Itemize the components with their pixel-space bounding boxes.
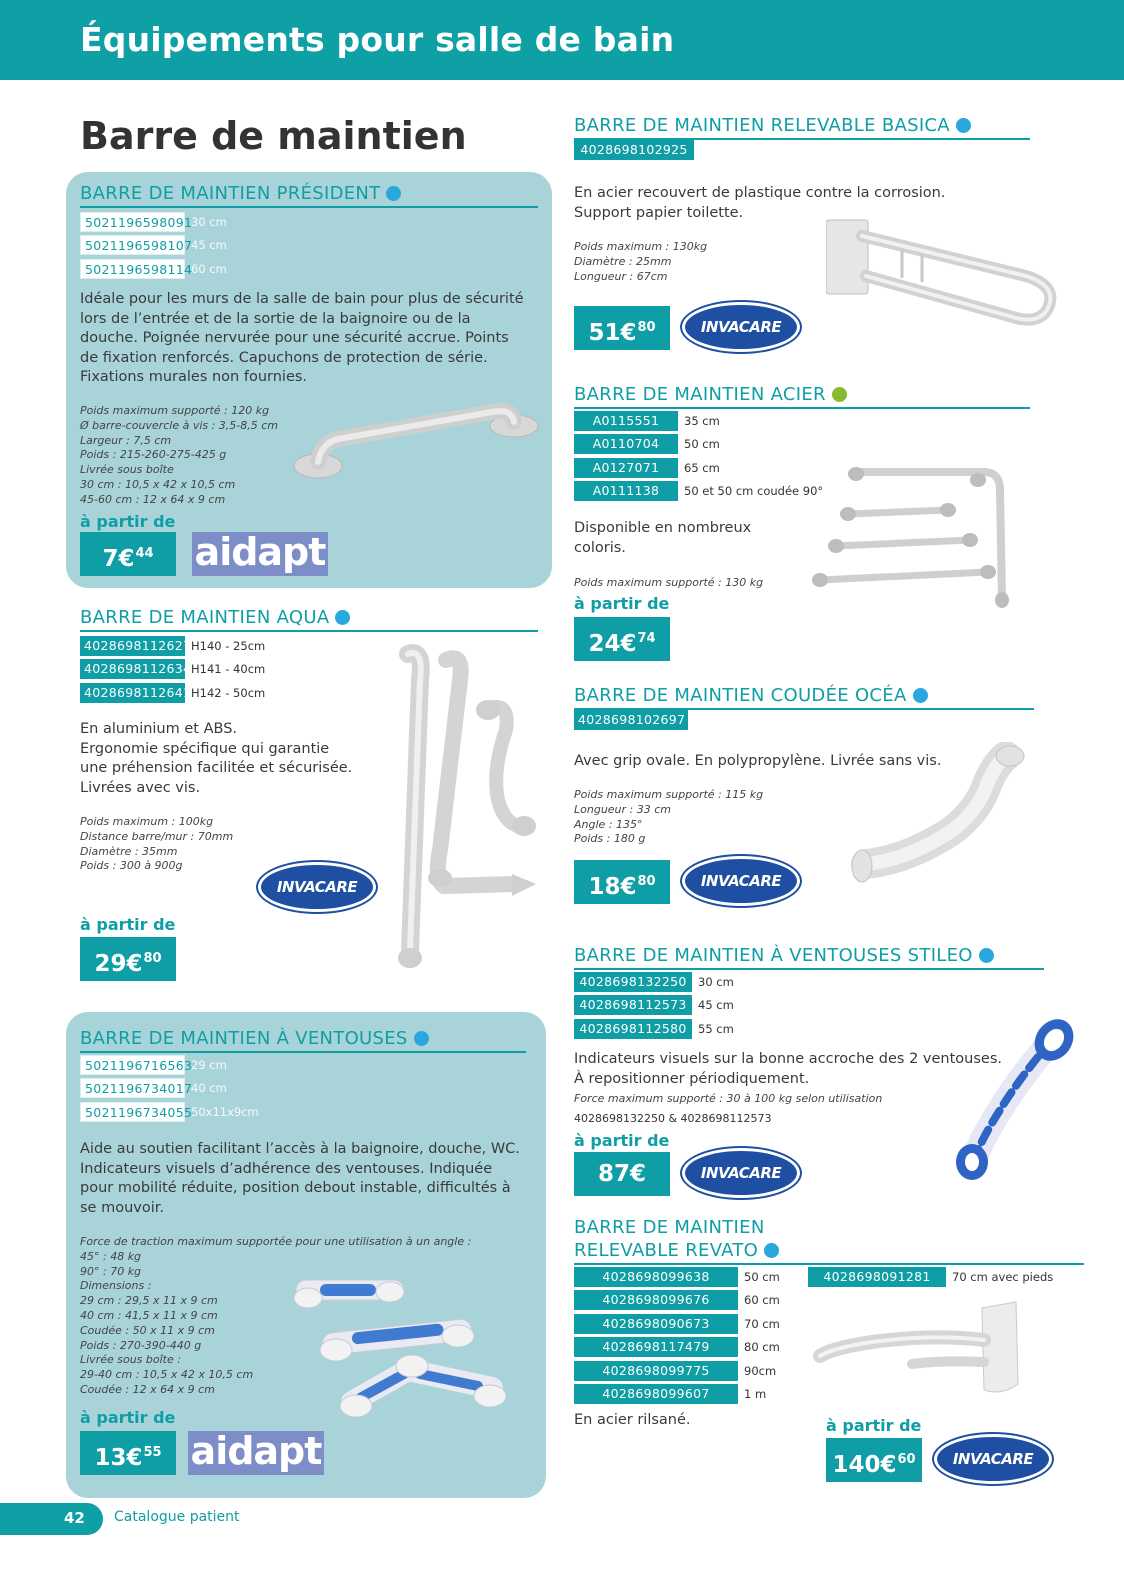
price-main: 29€ — [94, 951, 143, 977]
desc-line: Ergonomie spécifique qui garantie — [80, 740, 330, 757]
spec-line: Largeur : 7,5 cm — [80, 433, 172, 447]
spec-line: Poids : 215-260-275-425 g — [80, 448, 227, 462]
product-code: 4028698112634 — [80, 659, 185, 679]
spec-line: Poids maximum : 100kg — [80, 815, 214, 828]
page-number: 42 — [64, 1509, 85, 1527]
title-line: BARRE DE MAINTIEN — [574, 1217, 765, 1238]
stileo-title: BARRE DE MAINTIEN À VENTOUSES STILEO — [574, 945, 994, 966]
spec-line: 45-60 cm : 12 x 64 x 9 cm — [80, 492, 226, 506]
invacare-logo: INVACARE — [682, 1148, 800, 1198]
president-title: BARRE DE MAINTIEN PRÉSIDENT — [80, 183, 401, 204]
size-label: 50 et 50 cm coudée 90° — [684, 484, 824, 498]
spec-line: Longueur : 67cm — [574, 269, 668, 283]
spec-line: Poids maximum : 130kg — [574, 240, 708, 253]
spec-line: Poids : 180 g — [574, 832, 646, 846]
ocea-bar-image — [846, 742, 1030, 892]
basica-title: BARRE DE MAINTIEN RELEVABLE BASICA — [574, 115, 971, 136]
spec-line: Longueur : 33 cm — [574, 802, 672, 816]
revato-extra-code-row — [808, 1266, 1053, 1287]
code-row — [574, 995, 734, 1016]
product-code: A0110704 — [574, 434, 678, 454]
price-main: 13€ — [94, 1445, 143, 1471]
code-row — [574, 1384, 780, 1405]
size-label: 60 cm — [191, 261, 227, 276]
revato-bar-image — [812, 1300, 1042, 1410]
basica-price — [574, 306, 670, 350]
code-row — [574, 971, 734, 992]
code-row — [574, 1337, 780, 1358]
size-label: 30 cm — [698, 974, 734, 989]
spec-line: Force de traction maximum supportée pour une utilisation à un angle : — [80, 1235, 472, 1248]
spec-line: Poids : 270-390-440 g — [80, 1338, 202, 1352]
size-label: 30 cm — [191, 214, 227, 229]
spec-line: 90° : 70 kg — [80, 1264, 142, 1278]
size-label: 1 m — [744, 1387, 767, 1401]
aqua-codes — [80, 635, 265, 706]
code-row — [574, 1018, 734, 1039]
price-cents: 80 — [637, 320, 656, 335]
price-main: 140€ — [832, 1452, 897, 1478]
ventouses-bar-image — [292, 1262, 507, 1427]
spec-line: Poids maximum supporté : 130 kg — [574, 576, 764, 589]
acier-specs — [574, 576, 794, 591]
spec-line: Dimensions : — [80, 1279, 152, 1293]
code-row — [80, 1101, 259, 1122]
title-rule — [80, 630, 538, 632]
desc-line: Indicateurs visuels sur la bonne accroche des 2 ventouses. — [574, 1051, 1003, 1067]
product-code: A0115551 — [574, 411, 678, 431]
code-row — [80, 635, 265, 656]
product-code: 4028698099775 — [574, 1361, 738, 1381]
president-codes — [80, 211, 227, 282]
spec-line: 30 cm : 10,5 x 42 x 10,5 cm — [80, 477, 236, 491]
code-row — [574, 1313, 780, 1334]
invacare-logo: INVACARE — [934, 1434, 1052, 1484]
stileo-bar-image — [948, 1010, 1076, 1180]
size-label: 70 cm avec pieds — [952, 1269, 1054, 1284]
ventouses-description: Aide au soutien facilitant l’accès à la baignoire, douche, WC. Indicateurs visuels d’adhérence des ventouses. Indiquée pour mobilité réduite, position debout instable, difficultés à se mouvoir. — [80, 1141, 520, 1216]
ocea-title: BARRE DE MAINTIEN COUDÉE OCÉA — [574, 685, 928, 706]
spec-line: Diamètre : 35mm — [80, 844, 178, 858]
spec-line: 29-40 cm : 10,5 x 42 x 10,5 cm — [80, 1368, 254, 1382]
desc-line: En aluminium et ABS. — [80, 721, 238, 737]
title-rule — [574, 407, 1030, 409]
aqua-specs — [80, 815, 280, 874]
aqua-bar-image — [384, 640, 554, 975]
spec-line: Livrée sous boîte : — [80, 1353, 181, 1367]
size-label: 40 cm — [191, 1081, 227, 1095]
product-code: 4028698099638 — [574, 1267, 738, 1287]
revato-price — [826, 1438, 922, 1482]
size-label: 80 cm — [744, 1340, 780, 1354]
stileo-price — [574, 1152, 670, 1196]
ventouses-title: BARRE DE MAINTIEN À VENTOUSES — [80, 1028, 429, 1049]
president-description: Idéale pour les murs de la salle de bain pour plus de sécurité lors de l’entrée et de la sortie de la baignoire ou de la douche. Poignée nervurée pour une sécurité accrue. Points de fixation renforcés. Capuchons de protection de série. Fixations murales non fournies. — [80, 291, 524, 385]
size-label: H141 - 40cm — [191, 662, 266, 676]
price-cents: 55 — [143, 1445, 162, 1460]
ocea-description: Avec grip ovale. En polypropylène. Livrée sans vis. — [574, 753, 942, 769]
acier-price — [574, 617, 670, 661]
desc-line: Disponible en nombreux — [574, 520, 752, 536]
product-code: 4028698112627 — [80, 636, 185, 656]
code-row — [80, 258, 227, 279]
color-dot-icon — [335, 610, 350, 625]
code-row — [574, 434, 823, 455]
invacare-logo: INVACARE — [258, 862, 376, 912]
product-code: 4028698112573 — [574, 995, 692, 1015]
color-dot-icon — [764, 1243, 779, 1258]
price-main: 51€ — [588, 320, 637, 346]
product-code: 5021196598091 — [80, 212, 185, 232]
product-code: 4028698112641 — [80, 683, 185, 703]
product-code: 4028698091281 — [808, 1267, 946, 1287]
product-code: 5021196734055 — [80, 1102, 185, 1122]
product-code: 4028698117479 — [574, 1337, 738, 1357]
product-code: 4028698102925 — [574, 140, 694, 160]
product-code: 4028698132250 — [574, 972, 692, 992]
desc-line: coloris. — [574, 539, 626, 556]
product-code: 5021196598107 — [80, 235, 185, 255]
page-number-badge — [0, 1503, 103, 1535]
size-label: 70 cm — [744, 1316, 780, 1331]
product-code: 5021196716563 — [80, 1055, 185, 1075]
acier-title: BARRE DE MAINTIEN ACIER — [574, 384, 847, 405]
size-label: 29 cm — [191, 1057, 227, 1072]
ocea-specs — [574, 788, 794, 847]
product-code: 4028698112580 — [574, 1019, 692, 1039]
product-code: 4028698099676 — [574, 1290, 738, 1310]
code-row — [80, 235, 227, 256]
president-from-label: à partir de — [80, 512, 176, 531]
section-title: Équipements pour salle de bain — [80, 20, 675, 59]
size-label: 45 cm — [191, 238, 227, 252]
product-code: A0127071 — [574, 458, 678, 478]
title-rule — [80, 206, 538, 208]
code-row — [80, 659, 265, 680]
aidapt-logo: aidapt — [188, 1431, 324, 1475]
spec-line: Poids maximum supporté : 115 kg — [574, 788, 764, 801]
product-code: 5021196734017 — [80, 1078, 185, 1098]
acier-bar-image — [808, 462, 1020, 612]
product-code: 4028698102697 — [574, 710, 688, 730]
spec-line: Coudée : 50 x 11 x 9 cm — [80, 1323, 215, 1337]
size-label: 50 cm — [684, 437, 720, 451]
desc-line: À repositionner périodiquement. — [574, 1070, 810, 1087]
ventouses-from-label: à partir de — [80, 1408, 176, 1427]
stileo-codes — [574, 971, 734, 1042]
code-row — [80, 682, 265, 703]
revato-from-label: à partir de — [826, 1416, 922, 1435]
aqua-from-label: à partir de — [80, 915, 176, 934]
spec-line: Ø barre-couvercle à vis : 3,5-8,5 cm — [80, 418, 279, 432]
desc-line: une préhension facilitée et sécurisée. — [80, 760, 353, 776]
stileo-from-label: à partir de — [574, 1131, 670, 1150]
basica-bar-image — [826, 214, 1072, 338]
president-specs — [80, 404, 300, 508]
size-label: 50x11x9cm — [191, 1104, 259, 1119]
spec-line: Distance barre/mur : 70mm — [80, 829, 234, 843]
title-rule — [574, 968, 1044, 970]
spec-line: Diamètre : 25mm — [574, 254, 672, 268]
code-row — [574, 1290, 780, 1311]
ventouses-price — [80, 1431, 176, 1475]
spec-line: Angle : 135° — [574, 817, 643, 831]
code-row — [80, 211, 227, 232]
size-label: 60 cm — [744, 1293, 780, 1307]
code-row — [574, 1360, 780, 1381]
page-title: Barre de maintien — [80, 114, 467, 158]
spec-line: Poids : 300 à 900g — [80, 859, 183, 873]
revato-title — [574, 1216, 779, 1262]
acier-description — [574, 519, 774, 558]
size-label: 65 cm — [684, 460, 720, 475]
ventouses-codes — [80, 1054, 259, 1125]
code-row — [574, 481, 823, 502]
color-dot-icon — [414, 1031, 429, 1046]
code-row — [574, 410, 823, 431]
footer-label: Catalogue patient — [114, 1509, 240, 1525]
spec-line: 40 cm : 41,5 x 11 x 9 cm — [80, 1308, 218, 1322]
size-label: 35 cm — [684, 413, 720, 428]
price-main: 87€ — [597, 1161, 646, 1187]
ocea-price — [574, 860, 670, 904]
product-code: A0111138 — [574, 481, 678, 501]
title-rule — [80, 1051, 526, 1053]
code-row — [80, 1054, 259, 1075]
price-cents: 60 — [897, 1452, 916, 1467]
revato-codes — [574, 1266, 780, 1407]
spec-line: 45° : 48 kg — [80, 1249, 142, 1263]
spec-line: Poids maximum supporté : 120 kg — [80, 404, 270, 417]
aqua-description — [80, 720, 380, 798]
price-main: 7€ — [102, 546, 135, 572]
size-label: 55 cm — [698, 1021, 734, 1036]
aidapt-logo: aidapt — [192, 532, 328, 576]
size-label: 50 cm — [744, 1269, 780, 1284]
aqua-title: BARRE DE MAINTIEN AQUA — [80, 607, 350, 628]
desc-line: Livrées avec vis. — [80, 779, 201, 796]
product-code: 4028698099607 — [574, 1384, 738, 1404]
color-dot-icon — [956, 118, 971, 133]
acier-from-label: à partir de — [574, 594, 670, 613]
code-row — [574, 1266, 780, 1287]
price-cents: 74 — [637, 631, 656, 646]
price-cents: 44 — [135, 546, 154, 561]
product-code: 4028698090673 — [574, 1314, 738, 1334]
color-dot-icon — [979, 948, 994, 963]
color-dot-icon — [386, 186, 401, 201]
color-dot-icon — [832, 387, 847, 402]
price-cents: 80 — [637, 874, 656, 889]
spec-line: 29 cm : 29,5 x 11 x 9 cm — [80, 1294, 218, 1308]
revato-description: En acier rilsané. — [574, 1412, 691, 1428]
stileo-spec-codes: 4028698132250 & 4028698112573 — [574, 1112, 772, 1125]
basica-specs — [574, 240, 754, 284]
price-main: 18€ — [588, 874, 637, 900]
code-row — [80, 1078, 259, 1099]
price-cents: 80 — [143, 951, 162, 966]
stileo-force-spec: Force maximum supporté : 30 à 100 kg selon utilisation — [574, 1092, 883, 1105]
title-rule — [574, 1263, 1084, 1265]
color-dot-icon — [913, 688, 928, 703]
size-label: 45 cm — [698, 998, 734, 1012]
aqua-price — [80, 937, 176, 981]
spec-line: Coudée : 12 x 64 x 9 cm — [80, 1382, 215, 1396]
invacare-logo: INVACARE — [682, 856, 800, 906]
title-line: RELEVABLE REVATO — [574, 1240, 759, 1261]
size-label: H140 - 25cm — [191, 638, 266, 653]
president-bar-image — [292, 392, 542, 492]
size-label: 90cm — [744, 1363, 777, 1378]
desc-line: Support papier toilette. — [574, 204, 744, 221]
invacare-logo: INVACARE — [682, 302, 800, 352]
size-label: H142 - 50cm — [191, 685, 266, 700]
president-price — [80, 532, 176, 576]
price-main: 24€ — [588, 631, 637, 657]
acier-codes — [574, 410, 823, 504]
code-row — [574, 457, 823, 478]
desc-line: En acier recouvert de plastique contre la corrosion. — [574, 185, 946, 201]
product-code: 5021196598114 — [80, 259, 185, 279]
spec-line: Livrée sous boîte — [80, 463, 174, 477]
